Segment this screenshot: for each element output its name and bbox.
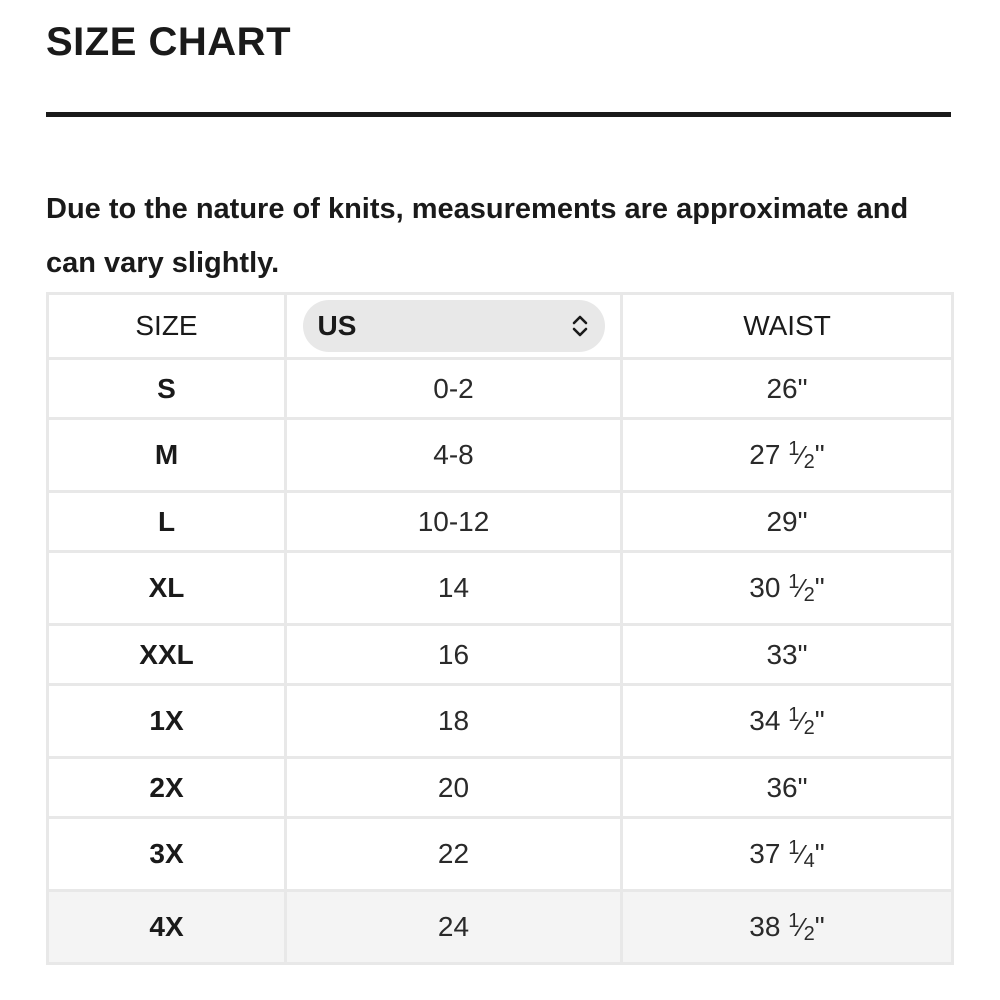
table-row <box>48 758 953 818</box>
size-cell: 2X <box>48 758 286 818</box>
us-size-cell: 20 <box>286 758 622 818</box>
waist-cell <box>622 625 953 685</box>
size-cell: 4X <box>48 891 286 964</box>
waist-fraction-denominator: 2 <box>803 923 815 945</box>
us-size-cell: 24 <box>286 891 622 964</box>
table-row <box>48 552 953 625</box>
chevron-up-down-icon <box>569 312 591 340</box>
waist-whole: 27 <box>749 439 789 470</box>
size-cell: S <box>48 359 286 419</box>
waist-whole: 33 <box>766 638 798 670</box>
waist-unit: " <box>797 505 808 537</box>
waist-fraction <box>788 910 815 945</box>
waist-whole: 29 <box>766 505 798 537</box>
waist-cell <box>622 492 953 552</box>
us-size-cell: 10-12 <box>286 492 622 552</box>
size-cell: L <box>48 492 286 552</box>
waist-fraction-denominator: 2 <box>803 451 815 473</box>
waist-unit: " <box>814 911 825 942</box>
size-cell: 3X <box>48 818 286 891</box>
waist-fraction-denominator: 4 <box>803 850 815 872</box>
fraction-slash: ⁄ <box>799 839 804 869</box>
table-row <box>48 891 953 964</box>
waist-whole: 38 <box>749 911 789 942</box>
waist-fraction-numerator: 1 <box>788 837 800 859</box>
waist-cell <box>622 419 953 492</box>
us-size-cell: 16 <box>286 625 622 685</box>
fraction-slash: ⁄ <box>799 440 804 470</box>
waist-unit: " <box>814 572 825 603</box>
waist-whole: 30 <box>749 572 789 603</box>
waist-cell <box>622 552 953 625</box>
waist-unit: " <box>814 705 825 736</box>
fraction-slash: ⁄ <box>799 912 804 942</box>
waist-cell <box>622 359 953 419</box>
header-size: SIZE <box>48 294 286 359</box>
region-select[interactable] <box>303 300 605 352</box>
waist-cell <box>622 891 953 964</box>
header-waist: WAIST <box>622 294 953 359</box>
table-row <box>48 492 953 552</box>
waist-unit: " <box>797 771 808 803</box>
waist-fraction <box>788 704 815 739</box>
waist-fraction-numerator: 1 <box>788 910 800 932</box>
waist-cell <box>622 685 953 758</box>
size-cell: 1X <box>48 685 286 758</box>
waist-unit: " <box>797 638 808 670</box>
table-row <box>48 685 953 758</box>
us-size-cell: 4-8 <box>286 419 622 492</box>
table-row <box>48 625 953 685</box>
table-header-row <box>48 294 953 359</box>
waist-unit: " <box>814 838 825 869</box>
table-row <box>48 818 953 891</box>
waist-whole: 36 <box>766 771 798 803</box>
waist-fraction <box>788 438 815 473</box>
size-cell: XL <box>48 552 286 625</box>
waist-fraction-denominator: 2 <box>803 584 815 606</box>
waist-cell <box>622 818 953 891</box>
size-cell: M <box>48 419 286 492</box>
waist-fraction-numerator: 1 <box>788 438 800 460</box>
title-divider <box>46 112 951 117</box>
waist-unit: " <box>797 372 808 404</box>
waist-fraction-numerator: 1 <box>788 571 800 593</box>
header-region <box>286 294 622 359</box>
waist-whole: 34 <box>749 705 789 736</box>
page-title: SIZE CHART <box>46 20 291 64</box>
us-size-cell: 18 <box>286 685 622 758</box>
fraction-slash: ⁄ <box>799 573 804 603</box>
size-cell: XXL <box>48 625 286 685</box>
table-row <box>48 419 953 492</box>
waist-fraction-numerator: 1 <box>788 704 800 726</box>
waist-whole: 37 <box>749 838 789 869</box>
us-size-cell: 14 <box>286 552 622 625</box>
table-row <box>48 359 953 419</box>
waist-fraction-denominator: 2 <box>803 717 815 739</box>
waist-whole: 26 <box>766 372 798 404</box>
measurement-note: Due to the nature of knits, measurements are approximate and can vary slightly. <box>46 193 909 279</box>
fraction-slash: ⁄ <box>799 706 804 736</box>
waist-fraction <box>788 837 815 872</box>
waist-cell <box>622 758 953 818</box>
waist-unit: " <box>814 439 825 470</box>
size-chart-table <box>46 292 954 965</box>
waist-fraction <box>788 571 815 606</box>
us-size-cell: 22 <box>286 818 622 891</box>
us-size-cell: 0-2 <box>286 359 622 419</box>
region-select-value: US <box>317 310 357 341</box>
